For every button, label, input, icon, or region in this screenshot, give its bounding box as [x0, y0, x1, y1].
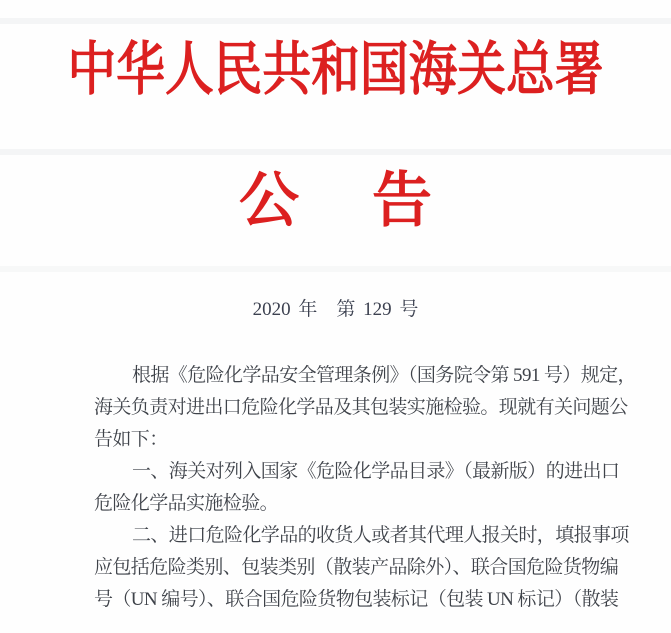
- scan-artifact-band: [0, 149, 671, 155]
- issue-number-line: 2020 年 第 129 号: [252, 299, 419, 320]
- body-line: 应包括危险类别、包装类别（散装产品除外）、联合国危险货物编: [94, 557, 619, 578]
- agency-title: 中华人民共和国海关总署: [67, 37, 604, 102]
- scan-artifact-band: [0, 266, 671, 272]
- paragraph-intro: [94, 360, 636, 456]
- body-line: 危险化学品实施检验。: [94, 493, 279, 514]
- body-line: 海关负责对进出口危险化学品及其包装实施检验。现就有关问题公: [94, 397, 628, 418]
- body-line: 根据《危险化学品安全管理条例》（国务院令第 591 号）规定，: [132, 365, 636, 386]
- body-line: 告如下：: [94, 429, 168, 450]
- paragraph-item-2: [94, 520, 628, 616]
- body-line: 号（UN 编号）、联合国危险货物包装标记（包装 UN 标记）（散装: [94, 589, 619, 610]
- notice-title: 公 告: [239, 168, 432, 234]
- body-line: 一、海关对列入国家《危险化学品目录》（最新版）的进出口: [132, 461, 620, 482]
- document-body: [94, 360, 636, 616]
- body-line: 二、进口危险化学品的收货人或者其代理人报关时，填报事项: [132, 525, 629, 546]
- scan-artifact-band: [0, 18, 671, 24]
- paragraph-item-1: [94, 456, 628, 520]
